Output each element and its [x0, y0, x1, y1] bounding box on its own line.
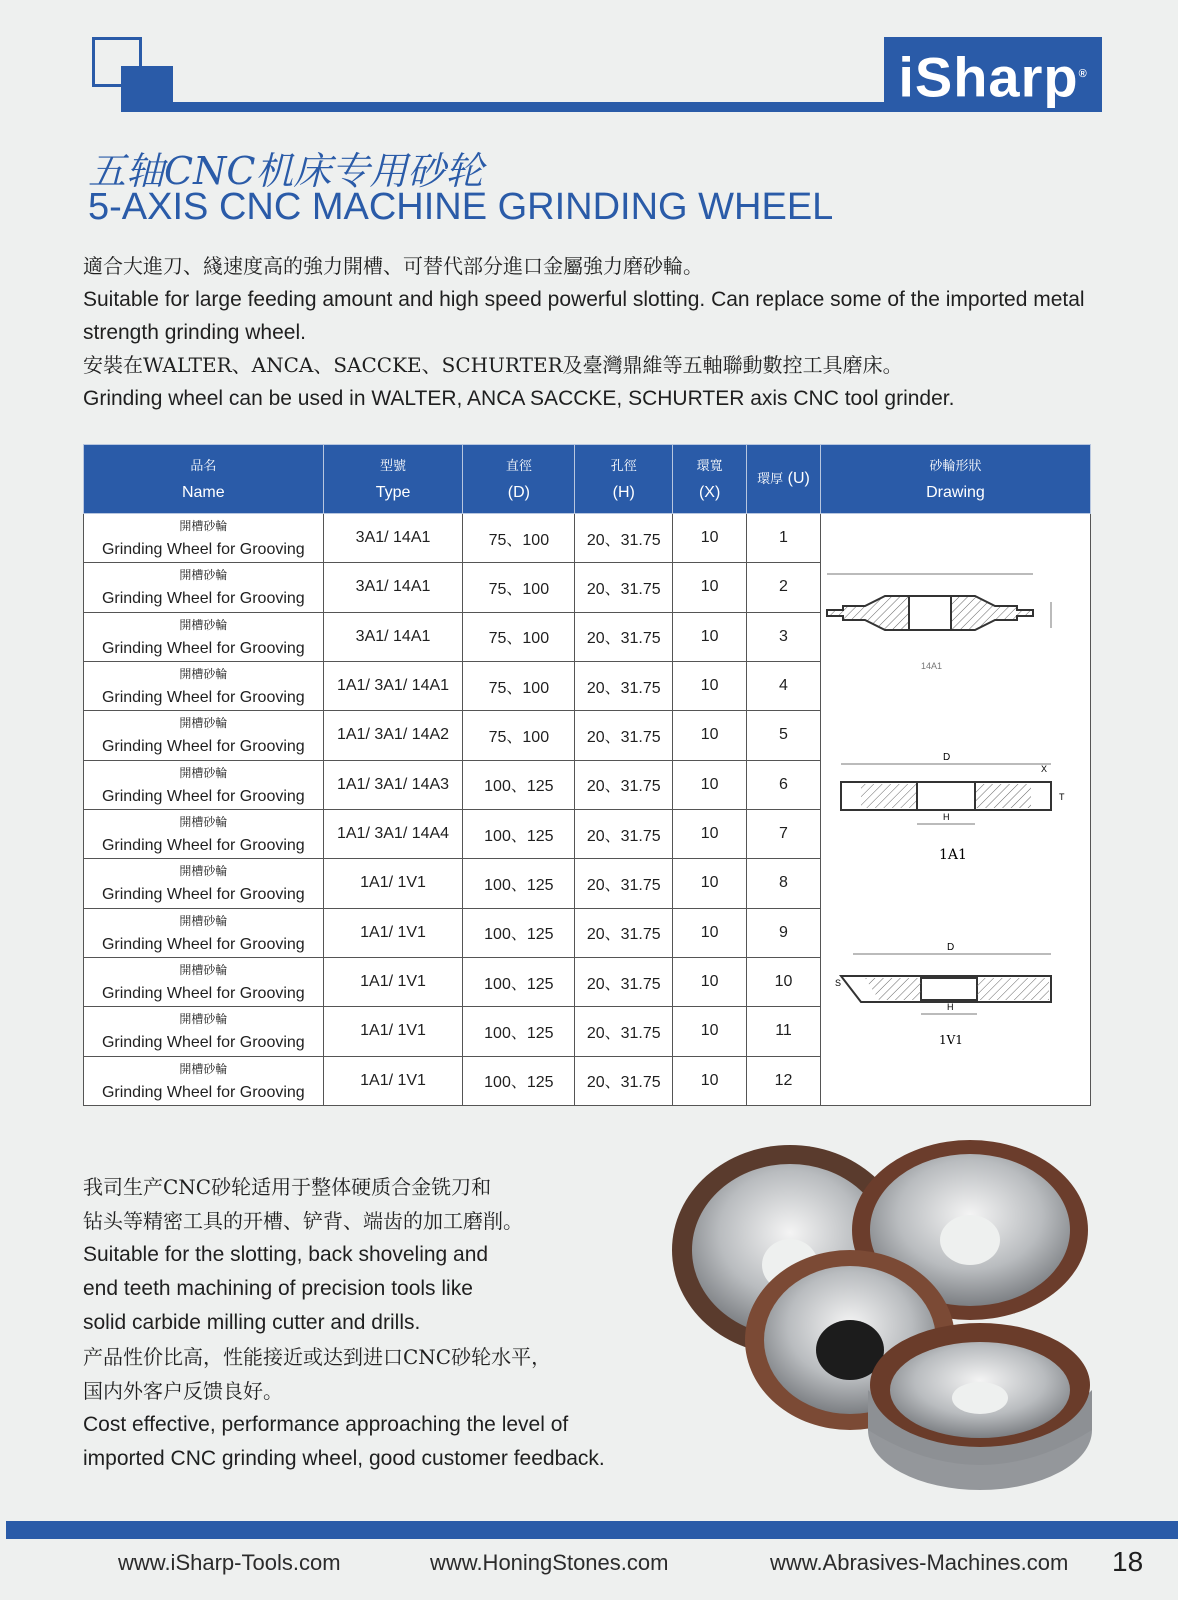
description — [83, 250, 1093, 415]
cell-ring-thickness: 8 — [747, 859, 821, 908]
cell-ring-thickness: 1 — [747, 514, 821, 563]
th-type: 型號 Type — [323, 445, 463, 514]
cell-ring-thickness: 12 — [747, 1056, 821, 1105]
drawing-1v1 — [835, 942, 1051, 1047]
drawing-label-1v1: 1V1 — [939, 1033, 964, 1047]
cell-type: 1A1/ 3A1/ 14A1 — [323, 661, 463, 710]
cell-hole: 20、31.75 — [575, 711, 673, 760]
desc-line2-cn: 安裝在WALTER、ANCA、SACCKE、SCHURTER及臺灣鼎維等五軸聯動數控工具磨床。 — [83, 353, 903, 377]
footer-bar — [6, 1521, 1178, 1539]
cell-name: 開槽砂輪 Grinding Wheel for Grooving — [84, 760, 324, 809]
drawing-label-1a1: 1A1 — [939, 847, 968, 863]
grinding-wheels-photo — [670, 1140, 1110, 1500]
cell-name: 開槽砂輪 Grinding Wheel for Grooving — [84, 859, 324, 908]
title-chinese: 五轴CNC机床专用砂轮 — [88, 149, 484, 193]
th-ring-thickness: 環厚 (U) — [747, 445, 821, 514]
footer-link-isharp-tools[interactable]: www.iSharp-Tools.com — [118, 1550, 341, 1575]
th-diameter: 直徑 (D) — [463, 445, 575, 514]
cell-ring-width: 10 — [673, 760, 747, 809]
wheel-drawings — [821, 514, 1089, 1100]
bottom-p1-cn-2: 钻头等精密工具的开槽、铲背、端齿的加工磨削。 — [83, 1209, 523, 1233]
drawing-1a1 — [841, 752, 1065, 863]
th-drawing: 砂輪形狀 Drawing — [820, 445, 1090, 514]
cell-type: 1A1/ 3A1/ 14A3 — [323, 760, 463, 809]
cell-name: 開槽砂輪 Grinding Wheel for Grooving — [84, 957, 324, 1006]
desc-line2-en: Grinding wheel can be used in WALTER, ANCA SACCKE, SCHURTER axis CNC tool grinder. — [83, 387, 955, 410]
drawing-label-x: X — [1041, 764, 1048, 774]
bottom-p2-en-1: Cost effective, performance approaching the level of — [83, 1413, 569, 1436]
bottom-p1-cn-1: 我司生产CNC砂轮适用于整体硬质合金铣刀和 — [83, 1175, 492, 1199]
drawing-label-h-1v1: H — [947, 1002, 954, 1012]
cell-hole: 20、31.75 — [575, 760, 673, 809]
bottom-p2-cn-2: 国内外客户反馈良好。 — [83, 1379, 283, 1403]
isharp-logo — [884, 37, 1102, 112]
cell-name: 開槽砂輪 Grinding Wheel for Grooving — [84, 711, 324, 760]
cell-hole: 20、31.75 — [575, 661, 673, 710]
cell-hole: 20、31.75 — [575, 612, 673, 661]
cell-name: 開槽砂輪 Grinding Wheel for Grooving — [84, 514, 324, 563]
bottom-p1-en-1: Suitable for the slotting, back shoveling and — [83, 1243, 489, 1266]
cell-hole: 20、31.75 — [575, 1007, 673, 1056]
cell-type: 3A1/ 14A1 — [323, 563, 463, 612]
cell-diameter: 100、125 — [463, 1007, 575, 1056]
cell-ring-width: 10 — [673, 957, 747, 1006]
cell-type: 1A1/ 1V1 — [323, 957, 463, 1006]
cell-diameter: 100、125 — [463, 1056, 575, 1105]
drawing-label-s: S — [835, 978, 842, 988]
cell-type: 1A1/ 1V1 — [323, 1056, 463, 1105]
cell-ring-thickness: 5 — [747, 711, 821, 760]
cell-diameter: 100、125 — [463, 859, 575, 908]
cell-type: 1A1/ 1V1 — [323, 859, 463, 908]
drawing-label-d-1v1: D — [947, 942, 955, 953]
cell-ring-width: 10 — [673, 1007, 747, 1056]
th-hole: 孔徑 (H) — [575, 445, 673, 514]
cell-name: 開槽砂輪 Grinding Wheel for Grooving — [84, 809, 324, 858]
cell-ring-width: 10 — [673, 908, 747, 957]
cell-ring-width: 10 — [673, 809, 747, 858]
cell-ring-width: 10 — [673, 859, 747, 908]
drawing-cell — [820, 514, 1090, 1106]
cell-ring-thickness: 6 — [747, 760, 821, 809]
cell-type: 1A1/ 1V1 — [323, 908, 463, 957]
cell-name: 開槽砂輪 Grinding Wheel for Grooving — [84, 1007, 324, 1056]
footer-link-honingstones[interactable]: www.HoningStones.com — [430, 1550, 669, 1575]
desc-line1-cn: 適合大進刀、綫速度高的強力開槽、可替代部分進口金屬強力磨砂輪。 — [83, 254, 703, 278]
cell-diameter: 100、125 — [463, 809, 575, 858]
bottom-p2-cn-1: 产品性价比高，性能接近或达到进口CNC砂轮水平， — [83, 1345, 552, 1369]
cell-diameter: 100、125 — [463, 957, 575, 1006]
bottom-p1-en-3: solid carbide milling cutter and drills. — [83, 1311, 421, 1334]
cell-diameter: 100、125 — [463, 908, 575, 957]
cell-hole: 20、31.75 — [575, 908, 673, 957]
cell-ring-thickness: 9 — [747, 908, 821, 957]
cell-hole: 20、31.75 — [575, 514, 673, 563]
cell-diameter: 75、100 — [463, 563, 575, 612]
cell-ring-width: 10 — [673, 612, 747, 661]
cell-diameter: 75、100 — [463, 514, 575, 563]
spec-table — [83, 444, 1091, 1106]
cell-ring-width: 10 — [673, 514, 747, 563]
cell-name: 開槽砂輪 Grinding Wheel for Grooving — [84, 612, 324, 661]
cell-hole: 20、31.75 — [575, 859, 673, 908]
drawing-label-14a1: 14A1 — [921, 661, 943, 671]
title-english: 5-AXIS CNC MACHINE GRINDING WHEEL — [88, 186, 834, 228]
cell-diameter: 75、100 — [463, 612, 575, 661]
wheel-front-cup — [868, 1323, 1092, 1490]
cell-ring-width: 10 — [673, 661, 747, 710]
cell-diameter: 100、125 — [463, 760, 575, 809]
drawing-label-d: D — [943, 752, 951, 763]
cell-ring-thickness: 10 — [747, 957, 821, 1006]
footer-link-abrasives-machines[interactable]: www.Abrasives-Machines.com — [770, 1550, 1069, 1575]
cell-name: 開槽砂輪 Grinding Wheel for Grooving — [84, 661, 324, 710]
cell-ring-thickness: 4 — [747, 661, 821, 710]
page-number: 18 — [1112, 1546, 1144, 1577]
cell-hole: 20、31.75 — [575, 809, 673, 858]
cell-ring-width: 10 — [673, 1056, 747, 1105]
th-name: 品名 Name — [84, 445, 324, 514]
bottom-p1-en-2: end teeth machining of precision tools like — [83, 1277, 473, 1300]
cell-name: 開槽砂輪 Grinding Wheel for Grooving — [84, 908, 324, 957]
cell-type: 1A1/ 3A1/ 14A2 — [323, 711, 463, 760]
cell-diameter: 75、100 — [463, 711, 575, 760]
cell-ring-thickness: 7 — [747, 809, 821, 858]
cell-ring-thickness: 3 — [747, 612, 821, 661]
cell-ring-width: 10 — [673, 711, 747, 760]
table-header-row — [84, 445, 1091, 514]
drawing-14a1 — [827, 574, 1051, 671]
cell-diameter: 75、100 — [463, 661, 575, 710]
logo-text: iSharp — [898, 45, 1079, 109]
bottom-p2-en-2: imported CNC grinding wheel, good customer feedback. — [83, 1447, 605, 1470]
cell-ring-thickness: 2 — [747, 563, 821, 612]
cell-hole: 20、31.75 — [575, 563, 673, 612]
cell-type: 3A1/ 14A1 — [323, 514, 463, 563]
cell-ring-width: 10 — [673, 563, 747, 612]
cell-name: 開槽砂輪 Grinding Wheel for Grooving — [84, 1056, 324, 1105]
th-ring-width: 環寬 (X) — [673, 445, 747, 514]
cell-type: 3A1/ 14A1 — [323, 612, 463, 661]
cell-hole: 20、31.75 — [575, 957, 673, 1006]
drawing-label-t: T — [1059, 792, 1065, 802]
cell-type: 1A1/ 3A1/ 14A4 — [323, 809, 463, 858]
cell-name: 開槽砂輪 Grinding Wheel for Grooving — [84, 563, 324, 612]
drawing-label-h: H — [943, 812, 950, 822]
cell-type: 1A1/ 1V1 — [323, 1007, 463, 1056]
cell-ring-thickness: 11 — [747, 1007, 821, 1056]
logo-mark: ® — [1078, 68, 1088, 80]
table-row — [84, 514, 1091, 563]
cell-hole: 20、31.75 — [575, 1056, 673, 1105]
desc-line1-en: Suitable for large feeding amount and high speed powerful slotting. Can replace some of the imported metal strength grinding wheel. — [83, 288, 1085, 344]
bottom-description — [83, 1170, 683, 1476]
